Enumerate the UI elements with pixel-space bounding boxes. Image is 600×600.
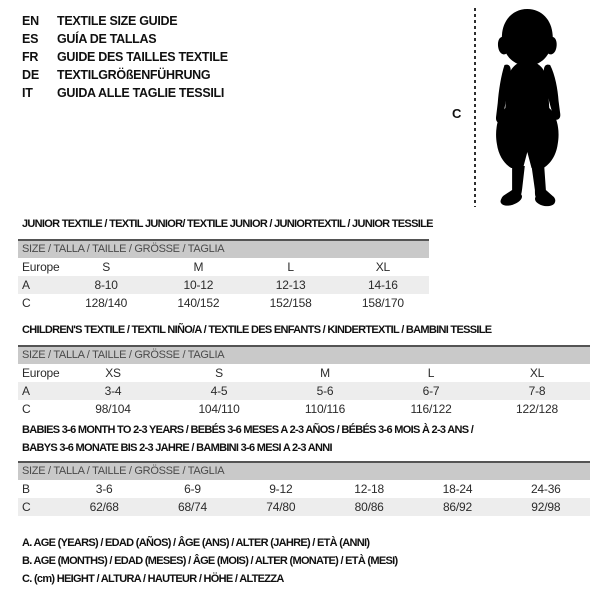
- language-header: [22, 12, 228, 102]
- table-cell: 18-24: [442, 482, 473, 496]
- table-cell: 86/92: [442, 500, 472, 514]
- row-label: Europe: [22, 260, 60, 274]
- language-row: [22, 84, 228, 102]
- language-row: [22, 30, 228, 48]
- table-cell: 6-9: [184, 482, 201, 496]
- table-row: [18, 480, 590, 498]
- table-cell: S: [102, 260, 111, 274]
- language-row: [22, 48, 228, 66]
- children-size-table: [18, 345, 590, 418]
- footnote: A. AGE (YEARS) / EDAD (AÑOS) / ÂGE (ANS) / ALTER (JAHRE) / ETÀ (ANNI): [22, 537, 370, 549]
- table-cell: L: [287, 260, 294, 274]
- language-row: [22, 12, 228, 30]
- table-row: [18, 364, 590, 382]
- section-title-babies: [22, 421, 473, 457]
- table-cell: 9-12: [269, 482, 293, 496]
- toddler-silhouette-icon: [480, 8, 578, 208]
- footnote: B. AGE (MONTHS) / EDAD (MESES) / ÂGE (MOIS) / ALTER (MONATE) / ETÀ (MESI): [22, 555, 398, 567]
- table-cell: 110/116: [304, 402, 346, 416]
- footnote: C. (cm) HEIGHT / ALTURA / HAUTEUR / HÖHE / ALTEZZA: [22, 573, 284, 585]
- table-cell: XS: [105, 366, 121, 380]
- babies-size-table: [18, 461, 590, 516]
- table-cell: 6-7: [422, 384, 440, 398]
- table-cell: 24-36: [530, 482, 561, 496]
- table-cell: 158/170: [361, 296, 404, 310]
- section-title-line1: BABIES 3-6 MONTH TO 2-3 YEARS / BEBÉS 3-6 MESES A 2-3 AÑOS / BÉBÉS 3-6 MOIS À 2-3 ANS /: [22, 424, 474, 436]
- table-cell: XL: [529, 366, 545, 380]
- row-label: A: [22, 278, 30, 292]
- table-cell: 140/152: [177, 296, 220, 310]
- table-cell: 98/104: [95, 402, 131, 416]
- table-row: [18, 258, 429, 276]
- language-code: EN: [22, 14, 39, 28]
- table-cell: XL: [375, 260, 391, 274]
- table-cell: 14-16: [368, 278, 398, 292]
- height-dashed-line: [474, 8, 476, 207]
- table-cell: 80/86: [354, 500, 384, 514]
- row-label: A: [22, 384, 30, 398]
- table-cell: 92/98: [531, 500, 561, 514]
- language-label: TEXTILGRÖßENFÜHRUNG: [57, 68, 211, 82]
- table-cell: 62/68: [89, 500, 119, 514]
- table-cell: 12-13: [275, 278, 306, 292]
- footnotes: [22, 534, 397, 588]
- table-cell: 10-12: [183, 278, 214, 292]
- table-cell: 116/122: [410, 402, 452, 416]
- table-row: [18, 294, 429, 312]
- section-title-junior: JUNIOR TEXTILE / TEXTIL JUNIOR/ TEXTILE JUNIOR / JUNIORTEXTIL / JUNIOR TESSILE: [22, 218, 433, 230]
- size-header-bar: SIZE / TALLA / TAILLE / GRÖSSE / TAGLIA: [18, 241, 429, 258]
- table-row: [18, 498, 590, 516]
- table-row: [18, 276, 429, 294]
- table-cell: 74/80: [266, 500, 296, 514]
- language-code: DE: [22, 68, 39, 82]
- language-code: ES: [22, 32, 39, 46]
- junior-size-table: [18, 239, 429, 312]
- row-label: Europe: [22, 366, 60, 380]
- table-cell: 12-18: [354, 482, 384, 496]
- table-cell: M: [193, 260, 204, 274]
- section-title-children: CHILDREN'S TEXTILE / TEXTIL NIÑO/A / TEXTILE DES ENFANTS / KINDERTEXTIL / BAMBINI TESSILE: [22, 324, 492, 336]
- language-label: GUIDA ALLE TAGLIE TESSILI: [57, 86, 225, 100]
- row-label: C: [22, 500, 31, 514]
- table-cell: M: [320, 366, 330, 380]
- row-label: C: [22, 296, 31, 310]
- height-marker-label: C: [452, 106, 462, 121]
- table-cell: 3-6: [95, 482, 113, 496]
- table-cell: L: [427, 366, 435, 380]
- table-cell: 128/140: [85, 296, 128, 310]
- row-label: B: [22, 482, 30, 496]
- section-title-line2: BABYS 3-6 MONATE BIS 2-3 JAHRE / BAMBINI 3-6 MESI A 2-3 ANNI: [22, 442, 332, 454]
- table-cell: 152/158: [269, 296, 312, 310]
- table-cell: S: [215, 366, 223, 380]
- table-cell: 7-8: [528, 384, 546, 398]
- table-cell: 68/74: [177, 500, 207, 514]
- language-label: TEXTILE SIZE GUIDE: [57, 14, 178, 28]
- table-row: [18, 400, 590, 418]
- table-cell: 8-10: [94, 278, 118, 292]
- language-code: FR: [22, 50, 39, 64]
- language-row: [22, 66, 228, 84]
- size-header-bar: SIZE / TALLA / TAILLE / GRÖSSE / TAGLIA: [18, 463, 590, 480]
- table-cell: 122/128: [516, 402, 558, 416]
- table-cell: 5-6: [316, 384, 334, 398]
- language-code: IT: [22, 86, 33, 100]
- row-label: C: [22, 402, 31, 416]
- table-cell: 4-5: [210, 384, 228, 398]
- height-figure: [450, 6, 598, 211]
- table-cell: 3-4: [104, 384, 122, 398]
- table-row: [18, 382, 590, 400]
- language-label: GUIDE DES TAILLES TEXTILE: [57, 50, 228, 64]
- language-label: GUÍA DE TALLAS: [57, 32, 157, 46]
- table-cell: 104/110: [198, 402, 240, 416]
- size-header-bar: SIZE / TALLA / TAILLE / GRÖSSE / TAGLIA: [18, 347, 590, 364]
